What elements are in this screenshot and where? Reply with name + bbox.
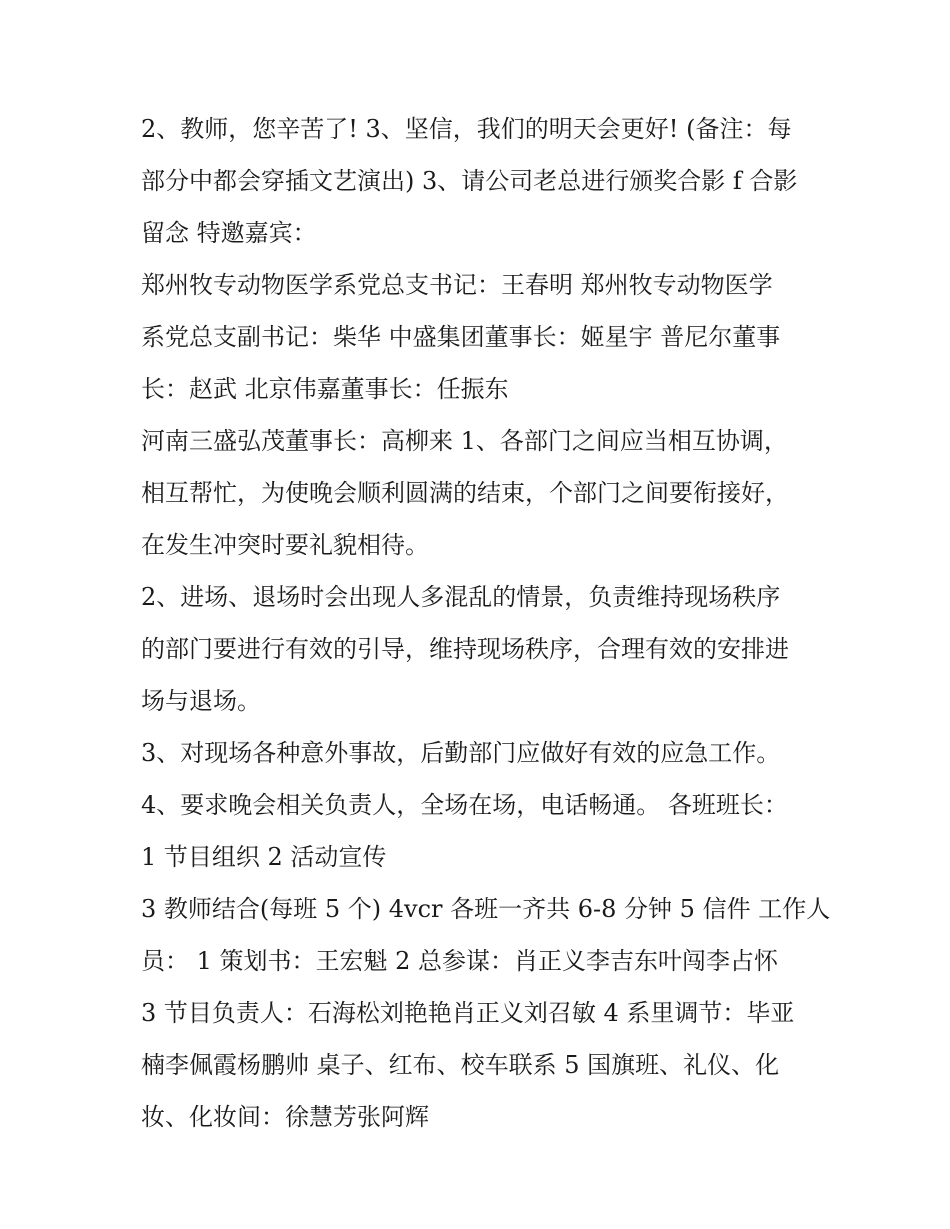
text-line: 4、要求晚会相关负责人，全场在场，电话畅通。 各班班长： (141, 791, 788, 819)
text-line: 3 节目负责人：石海松刘艳艳肖正义刘召敏 4 系里调节：毕亚 (141, 999, 795, 1027)
text-line: 相互帮忙，为使晚会顺利圆满的结束，个部门之间要衔接好， (141, 479, 789, 507)
text-line: 2、进场、退场时会出现人多混乱的情景，负责维持现场秩序 (141, 583, 781, 611)
text-line: 场与退场。 (141, 687, 261, 715)
paragraph-program-and-guests (141, 103, 821, 259)
text-line: 1 节目组织 2 活动宣传 (141, 843, 387, 871)
paragraph-guest-list (141, 259, 821, 415)
paragraph-coordination (141, 415, 821, 571)
text-line: 河南三盛弘茂董事长：高柳来 1、各部门之间应当相互协调， (141, 427, 788, 455)
document-body (141, 103, 831, 1143)
paragraph-staff-1 (141, 883, 831, 987)
text-line: 留念 特邀嘉宾： (141, 219, 317, 247)
text-line: 楠李佩霞杨鹏帅 桌子、红布、校车联系 5 国旗班、礼仪、化 (141, 1051, 780, 1079)
text-line: 3、对现场各种意外事故，后勤部门应做好有效的应急工作。 (141, 739, 781, 767)
text-line: 郑州牧专动物医学系党总支书记：王春明 郑州牧专动物医学 (141, 271, 773, 299)
text-line: 妆、化妆间：徐慧芳张阿辉 (141, 1103, 429, 1131)
text-line: 系党总支副书记：柴华 中盛集团董事长：姬星宇 普尼尔董事 (141, 323, 781, 351)
text-line: 长：赵武 北京伟嘉董事长：任振东 (141, 375, 509, 403)
paragraph-responsibility (141, 779, 821, 883)
paragraph-emergency (141, 727, 821, 779)
text-line: 3 教师结合(每班 5 个) 4vcr 各班一齐共 6-8 分钟 5 信件 工作人 (141, 895, 831, 923)
paragraph-entry-exit (141, 571, 821, 727)
text-line: 员： 1 策划书：王宏魁 2 总参谋：肖正义李吉东叶闯李占怀 (141, 947, 779, 975)
text-line: 的部门要进行有效的引导，维持现场秩序，合理有效的安排进 (141, 635, 789, 663)
text-line: 部分中都会穿插文艺演出) 3、请公司老总进行颁奖合影 f 合影 (141, 167, 798, 195)
text-line: 在发生冲突时要礼貌相待。 (141, 531, 429, 559)
text-line: 2、教师，您辛苦了! 3、坚信，我们的明天会更好! (备注：每 (141, 115, 792, 143)
paragraph-staff-2 (141, 987, 821, 1143)
